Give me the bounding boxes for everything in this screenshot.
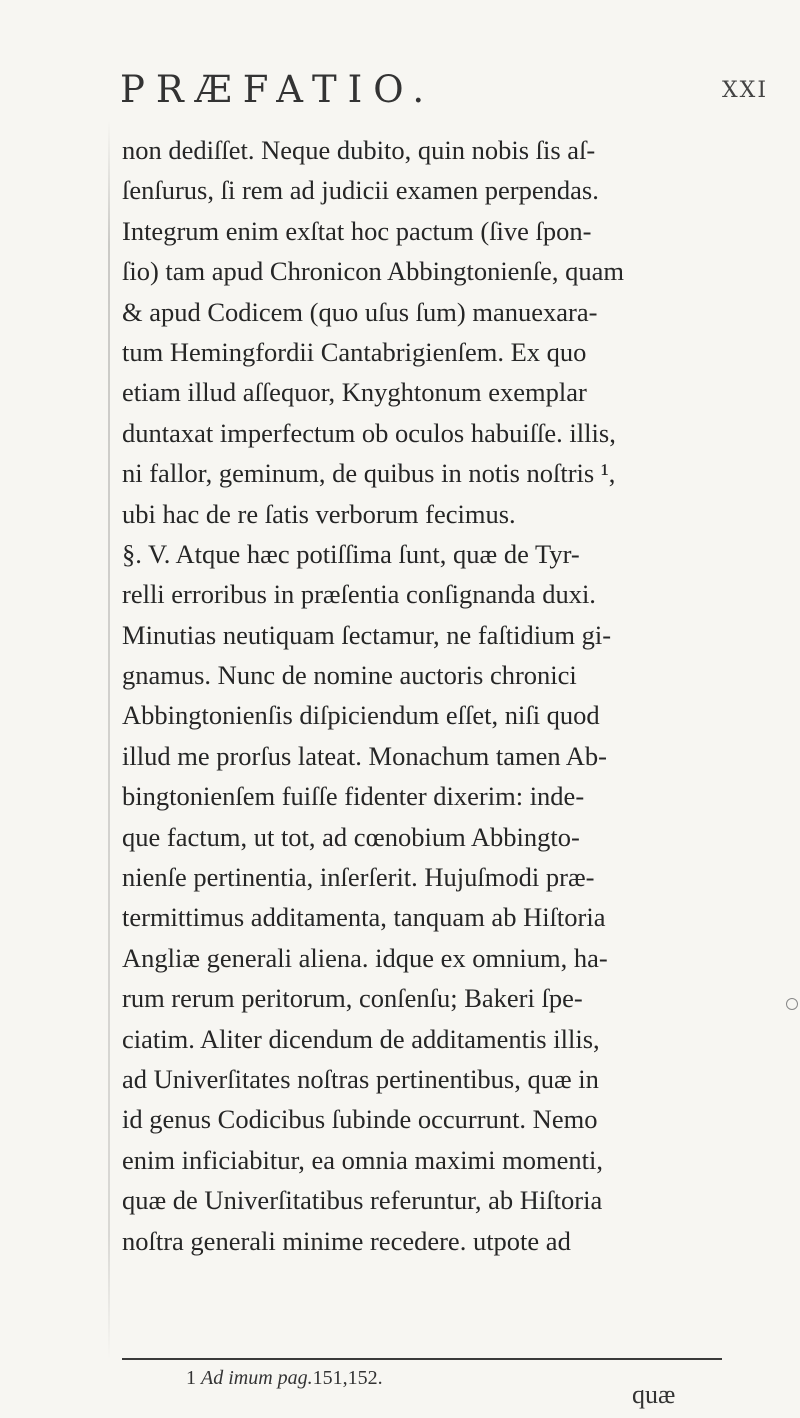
footnote [186,1367,383,1390]
text-line: tum Hemingfordii Cantabrigienſem. Ex quo [122,336,587,367]
page-number: XXI [722,78,769,103]
margin-mark [786,998,798,1010]
text-line: duntaxat imperfectum ob oculos habuiſſe. illis, [122,417,616,448]
footnote-number: 1 [186,1367,196,1389]
body-text [122,130,722,1261]
text-line: bingtonienſem fuiſſe fidenter dixerim: inde- [122,781,585,812]
text-line: nienſe pertinentia, inſerſerit. Hujuſmodi præ- [122,862,595,893]
text-line: ſenſurus, ſi rem ad judicii examen perpendas. [122,175,599,206]
text-line: Abbingtonienſis diſpiciendum eſſet, niſi quod [122,700,600,731]
text-line: & apud Codicem (quo uſus ſum) manuexara- [122,296,598,327]
footnote-pages: 151,152. [312,1367,383,1389]
text-line: ſio) tam apud Chronicon Abbingtonienſe, quam [122,256,624,287]
text-line: noſtra generali minime recedere. utpote ad [122,1225,571,1256]
page-header [0,62,800,112]
text-line: rum rerum peritorum, conſenſu; Bakeri ſpe- [122,983,583,1014]
text-line: relli erroribus in præſentia conſignanda duxi. [122,579,596,610]
text-line: que factum, ut tot, ad cœnobium Abbingto- [122,821,580,852]
catchword: quæ [632,1380,676,1409]
text-line: Integrum enim exſtat hoc pactum (ſive ſpon- [122,215,592,246]
text-line: ad Univerſitates noſtras pertinentibus, quæ in [122,1063,599,1094]
footnote-rule [122,1358,722,1360]
text-line: etiam illud aſſequor, Knyghtonum exemplar [122,377,587,408]
text-line: Minutias neutiquam ſectamur, ne faſtidium gi- [122,619,612,650]
text-line: ciatim. Aliter dicendum de additamentis illis, [122,1023,600,1054]
text-line: termittimus additamenta, tanquam ab Hiſtoria [122,902,606,933]
text-line: illud me prorſus lateat. Monachum tamen Ab- [122,740,607,771]
footnote-reference: Ad imum pag. [201,1367,313,1389]
text-line: ni fallor, geminum, de quibus in notis noſtris ¹, [122,458,616,489]
text-line: §. V. Atque hæc potiſſima ſunt, quæ de Tyr- [122,538,580,569]
page-edge-shadow [108,120,110,1360]
text-line: gnamus. Nunc de nomine auctoris chronici [122,660,577,691]
text-line: enim inficiabitur, ea omnia maximi momenti, [122,1144,603,1175]
text-line: ubi hac de re ſatis verborum fecimus. [122,498,516,529]
text-line: non dediſſet. Neque dubito, quin nobis ſis aſ- [122,135,596,165]
text-line: id genus Codicibus ſubinde occurrunt. Nemo [122,1104,598,1135]
text-line: Angliæ generali aliena. idque ex omnium, ha- [122,942,608,973]
running-title: PRÆFATIO. [120,68,436,111]
text-line: quæ de Univerſitatibus referuntur, ab Hiſtoria [122,1185,603,1216]
